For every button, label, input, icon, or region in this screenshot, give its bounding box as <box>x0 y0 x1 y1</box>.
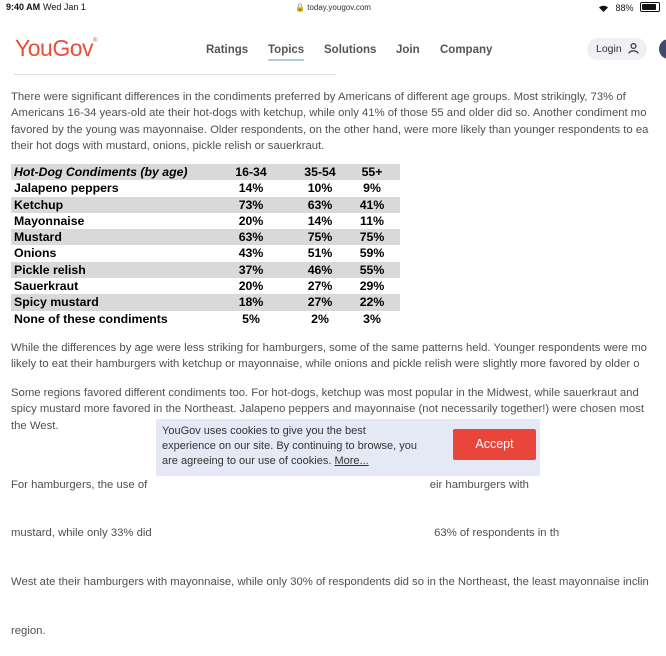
cell: 46% <box>307 262 333 277</box>
hot-dog-condiments-table <box>11 164 400 327</box>
text-line: region. <box>11 625 46 638</box>
cell: 5% <box>242 311 260 326</box>
address-url: today.yougov.com <box>307 3 371 12</box>
battery-icon <box>640 2 660 12</box>
cell: 14% <box>238 181 264 196</box>
cell: 59% <box>359 246 385 261</box>
text-line: the West. <box>11 419 59 432</box>
text-line: Americans 16-34 years-old ate their hot-dogs with ketchup, while only 41% of those 55 and older did so. Another condiment mo <box>11 107 647 120</box>
address-bar[interactable] <box>0 3 666 12</box>
status-time: 9:40 AM <box>6 2 41 12</box>
cookie-text-line: experience on our site. By continuing to browse, you <box>162 440 417 453</box>
cell: 43% <box>238 246 264 261</box>
column-header: 35-54 <box>304 165 336 179</box>
header-divider <box>14 74 336 75</box>
table-row <box>11 311 400 327</box>
cell: 18% <box>238 295 264 310</box>
nav-solutions[interactable]: Solutions <box>324 44 377 56</box>
cell: 22% <box>359 295 385 310</box>
nav-ratings[interactable]: Ratings <box>206 44 249 56</box>
cell: 63% <box>238 230 264 245</box>
table-header-row <box>11 164 400 180</box>
table-title: Hot-Dog Condiments (by age) <box>14 165 188 179</box>
table-row <box>11 213 400 229</box>
cell: 27% <box>307 295 333 310</box>
cell: 10% <box>307 181 333 196</box>
row-label: Sauerkraut <box>14 279 79 294</box>
table-row <box>11 197 400 213</box>
cell: 73% <box>238 197 264 212</box>
table-row <box>11 294 400 310</box>
text-line: While the differences by age were less striking for hamburgers, some of the same patterns held. Younger respondents were mo <box>11 342 647 354</box>
cell: 14% <box>307 213 333 228</box>
status-bar <box>0 0 666 14</box>
text-line: likely to eat their hamburgers with ketchup or mayonnaise, while onions and pickle relish were slightly more favored by older o <box>11 358 640 371</box>
row-label: Jalapeno peppers <box>14 181 119 196</box>
cell: 37% <box>238 262 264 277</box>
text-line: Some regions favored different condiments too. For hot-dogs, ketchup was most popular in the Midwest, while sauerkraut and <box>11 387 639 399</box>
row-label: Mustard <box>14 230 62 245</box>
hamburger-paragraph <box>11 340 666 373</box>
row-label: Pickle relish <box>14 262 86 277</box>
row-label: None of these condiments <box>14 311 168 326</box>
table-row <box>11 229 400 245</box>
cell: 63% <box>307 197 333 212</box>
nav-company[interactable]: Company <box>440 44 493 56</box>
yougov-logo[interactable]: YouGov® <box>15 35 97 61</box>
login-button[interactable] <box>587 38 647 60</box>
table-row <box>11 278 400 294</box>
row-label: Spicy mustard <box>14 295 99 310</box>
intro-paragraph <box>11 89 666 154</box>
table-row <box>11 245 400 261</box>
table-row <box>11 262 400 278</box>
cell: 75% <box>307 230 333 245</box>
avatar[interactable] <box>659 39 666 59</box>
cookie-text-line: YouGov uses cookies to give you the best <box>162 425 366 437</box>
text-line: mustard, while only 33% did 63% of respondents in th <box>11 527 560 540</box>
site-header <box>0 14 666 78</box>
row-label: Onions <box>14 246 57 261</box>
cell: 11% <box>360 213 384 228</box>
nav-topics[interactable]: Topics <box>268 44 304 61</box>
cell: 29% <box>359 279 385 294</box>
status-indicators <box>594 2 660 13</box>
cell: 20% <box>238 213 264 228</box>
lock-icon: 🔒 <box>295 3 305 12</box>
cell: 51% <box>307 246 333 261</box>
cell: 20% <box>238 279 264 294</box>
user-icon <box>628 43 639 54</box>
table-row <box>11 180 400 196</box>
cell: 75% <box>359 230 385 245</box>
text-line: favored by the young was mayonnaise. Older respondents, on the other hand, were more likely than younger respondents to ea <box>11 123 649 136</box>
login-label: Login <box>596 43 622 55</box>
cell: 3% <box>363 311 381 326</box>
nav-join[interactable]: Join <box>396 44 420 56</box>
column-header: 55+ <box>361 165 383 179</box>
battery-percent: 88% <box>615 3 634 13</box>
cell: 55% <box>359 262 385 277</box>
cell: 9% <box>363 181 381 196</box>
text-line: their hot dogs with mustard, onions, pickle relish or sauerkraut. <box>11 139 325 152</box>
cell: 2% <box>311 311 329 326</box>
text-line: West ate their hamburgers with mayonnaise, while only 30% of respondents did so in the Northeast, the least mayonnaise inclin <box>11 576 649 589</box>
cell: 27% <box>307 279 333 294</box>
cookie-more-link[interactable]: More... <box>334 455 369 468</box>
row-label: Ketchup <box>14 197 64 212</box>
wifi-icon <box>598 3 612 13</box>
text-line: For hamburgers, the use of eir hamburgers with <box>11 478 529 491</box>
status-date: Wed Jan 1 <box>43 2 86 12</box>
text-line: spicy mustard more favored in the Northeast. Jalapeno peppers and mayonnaise (not necessarily together!) were chosen most <box>11 403 644 416</box>
cookie-message <box>162 424 422 470</box>
cookie-text-line: are agreeing to our use of cookies. <box>162 455 332 468</box>
cell: 41% <box>359 197 385 212</box>
column-header: 16-34 <box>235 165 267 179</box>
cookie-banner <box>156 419 540 476</box>
text-line: There were significant differences in the condiments preferred by Americans of different age groups. Most strikingly, 73% of <box>11 91 626 103</box>
accept-cookies-button[interactable]: Accept <box>453 429 536 460</box>
row-label: Mayonnaise <box>14 213 85 228</box>
